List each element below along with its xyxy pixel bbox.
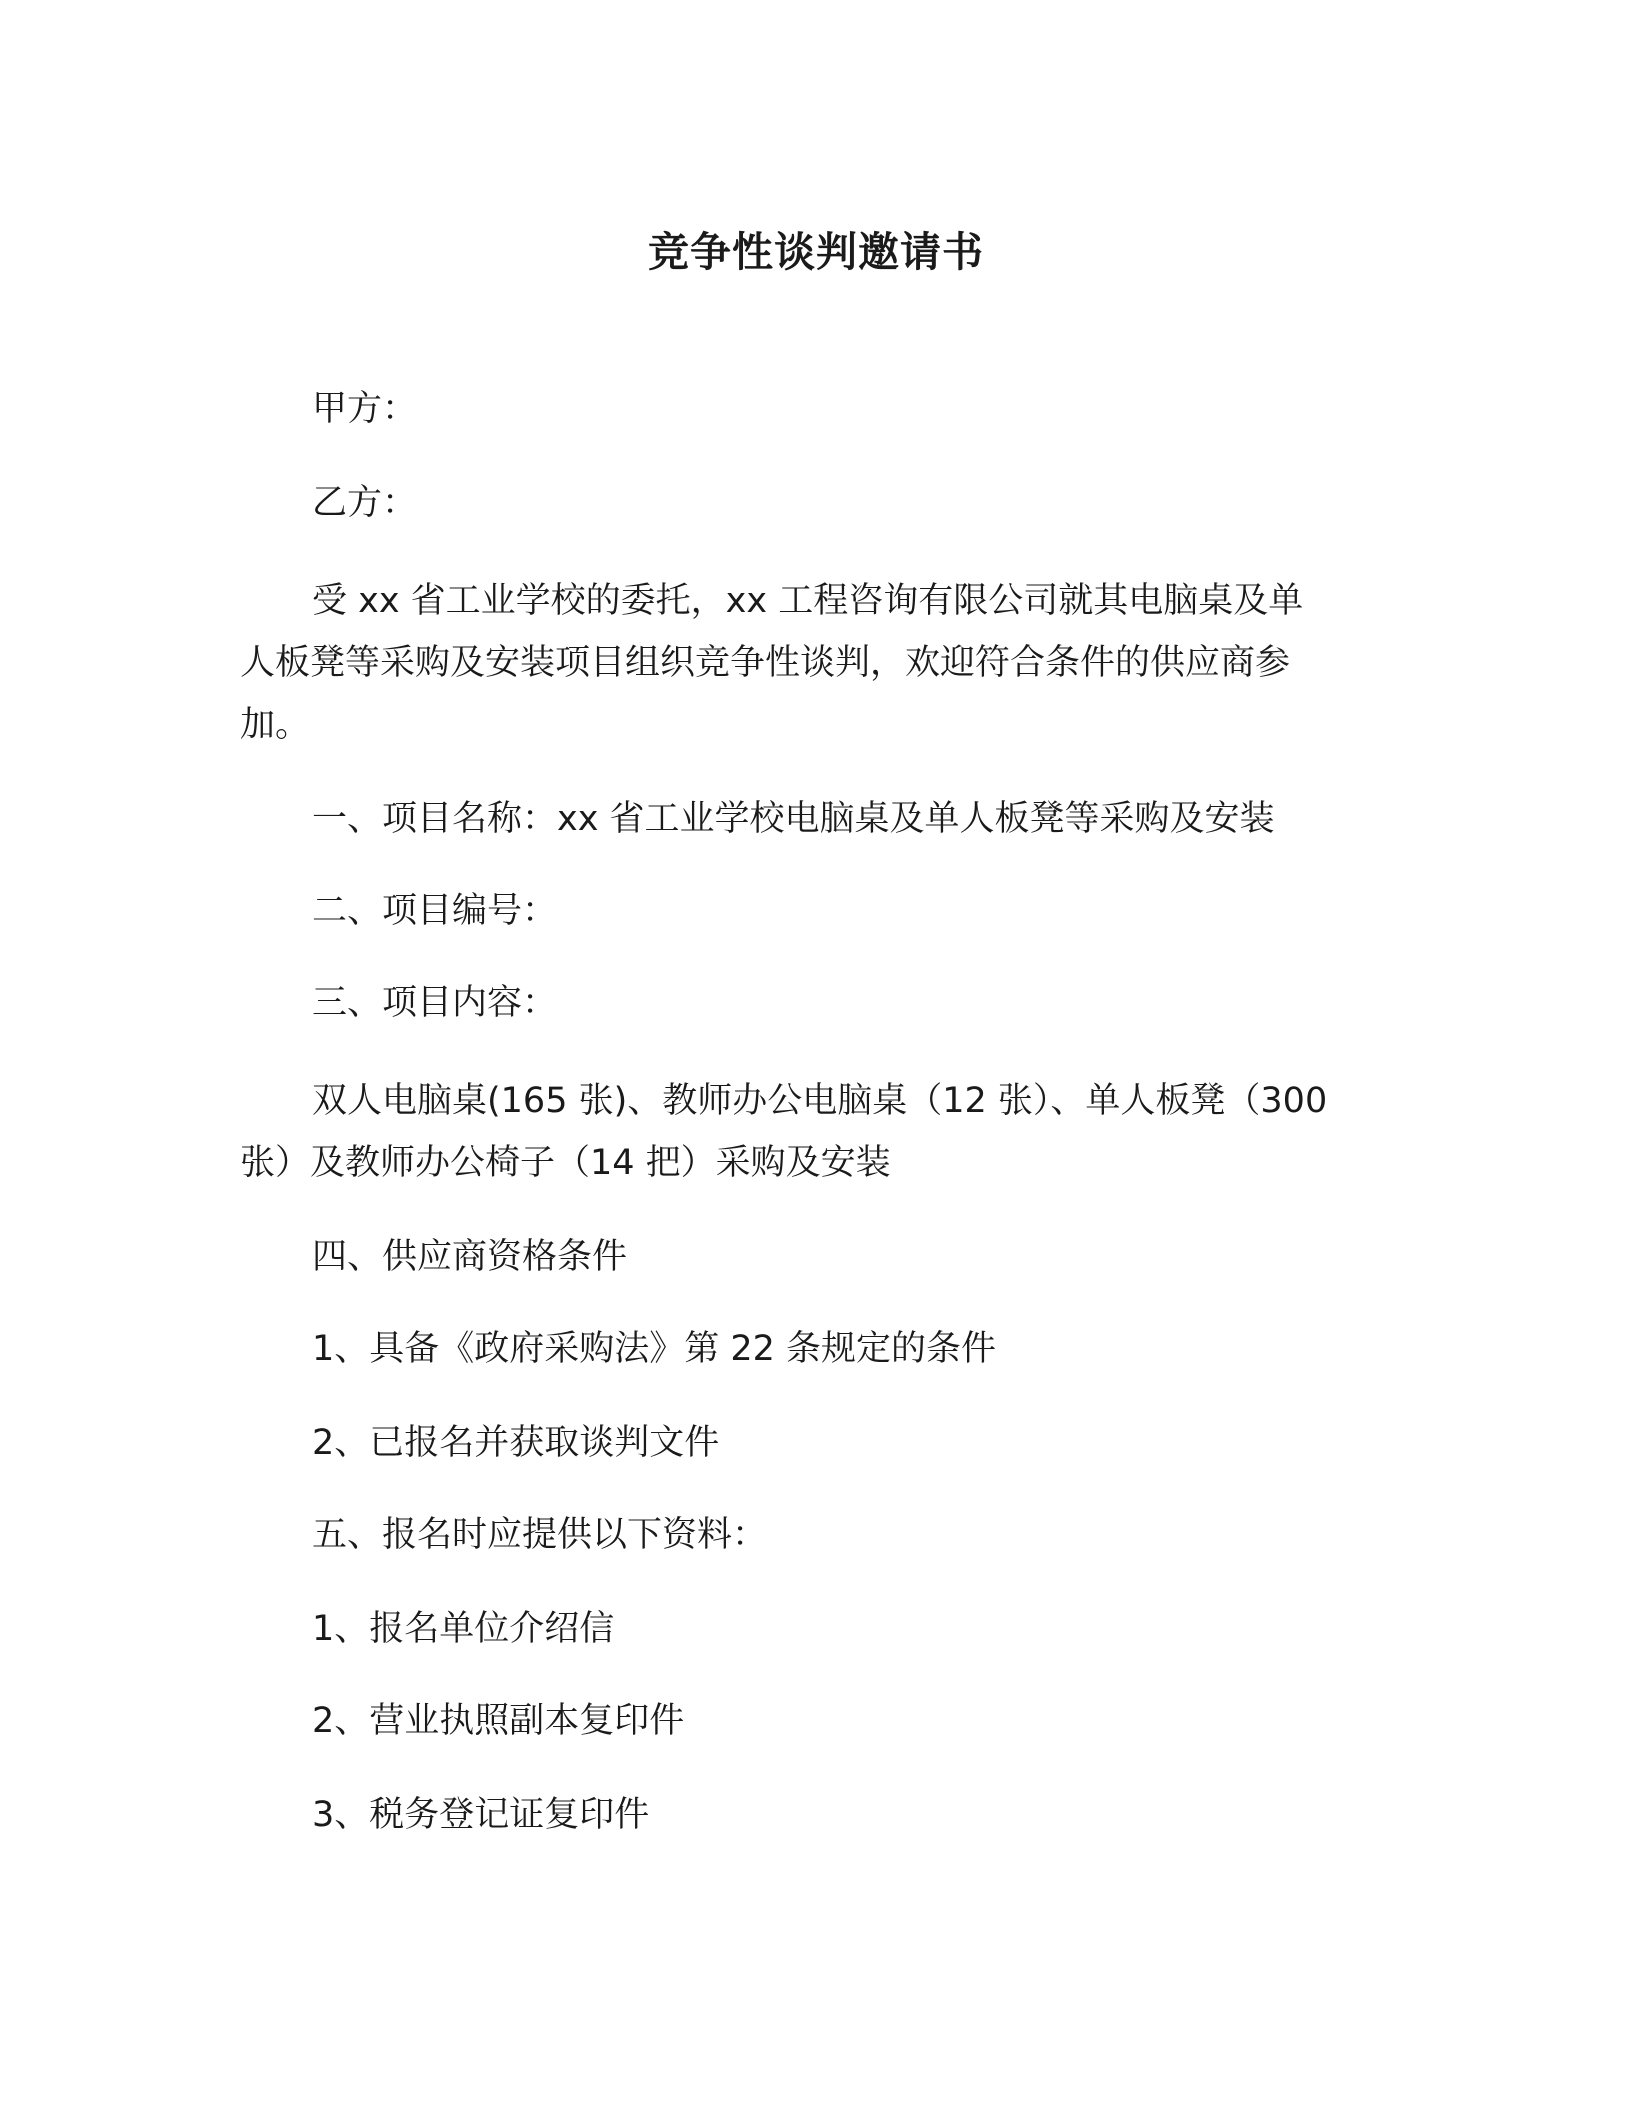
document-title: 竞争性谈判邀请书	[648, 228, 984, 276]
section-project-number: 二、项目编号：	[312, 891, 558, 931]
qualification-item: 1、具备《政府采购法》第 22 条规定的条件	[312, 1329, 997, 1369]
section-project-name: 一、项目名称：xx 省工业学校电脑桌及单人板凳等采购及安装	[312, 799, 1275, 839]
content-line-1: 双人电脑桌(165 张)、教师办公电脑桌（12 张）、单人板凳（300	[312, 1081, 1328, 1121]
material-item: 2、营业执照副本复印件	[312, 1701, 685, 1741]
section-project-content: 三、项目内容：	[312, 983, 558, 1023]
intro-line-3: 加。	[240, 705, 311, 745]
material-item: 3、税务登记证复印件	[312, 1795, 650, 1835]
section-qualifications: 四、供应商资格条件	[312, 1237, 628, 1277]
qualification-item: 2、已报名并获取谈判文件	[312, 1423, 720, 1463]
party-a-label: 甲方：	[312, 389, 418, 429]
party-b-label: 乙方：	[312, 483, 418, 523]
material-item: 1、报名单位介绍信	[312, 1609, 615, 1649]
intro-line-1: 受 xx 省工业学校的委托，xx 工程咨询有限公司就其电脑桌及单	[312, 581, 1304, 621]
section-materials: 五、报名时应提供以下资料：	[312, 1515, 768, 1555]
content-line-2: 张）及教师办公椅子（14 把）采购及安装	[240, 1143, 891, 1183]
intro-line-2: 人板凳等采购及安装项目组织竞争性谈判，欢迎符合条件的供应商参	[240, 643, 1291, 683]
